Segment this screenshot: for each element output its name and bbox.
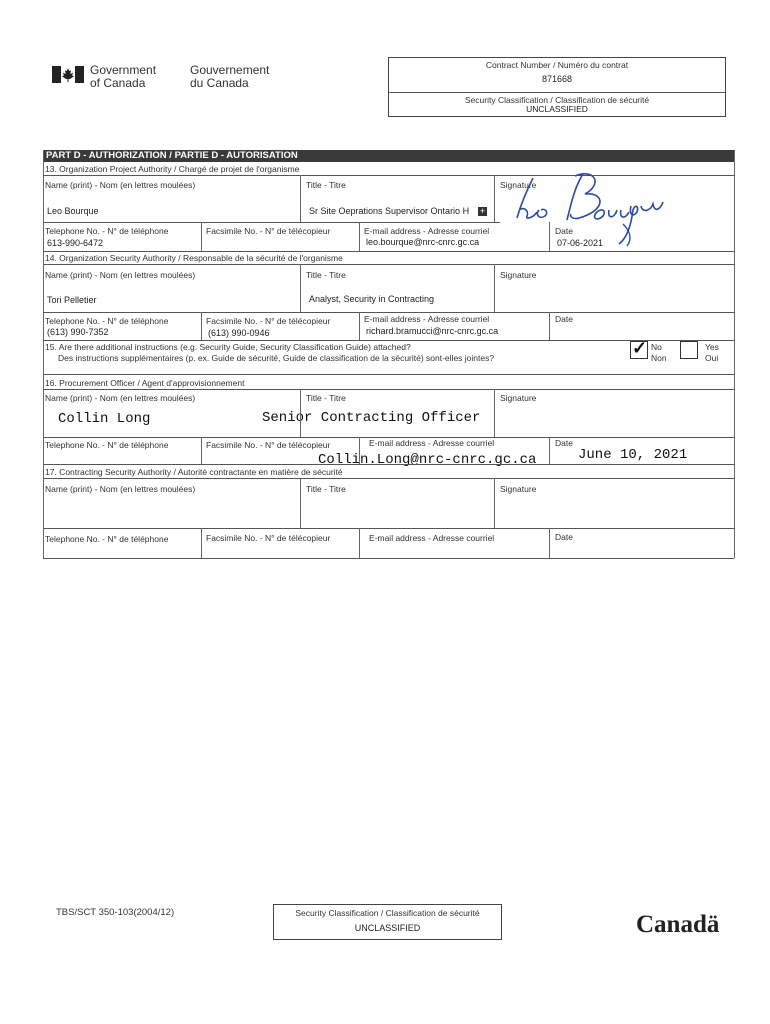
- s14-name-label: Name (print) - Nom (en lettres moulées): [45, 270, 196, 280]
- contract-number-label: Contract Number / Numéro du contrat: [485, 60, 629, 70]
- s17-name-label: Name (print) - Nom (en lettres moulées): [45, 484, 196, 494]
- s17-heading: 17. Contracting Security Authority / Autorité contractante en matière de sécurité: [45, 467, 343, 477]
- s14-facsimile-label: Facsimile No. - N° de télécopieur: [206, 316, 331, 326]
- footer-security-value: UNCLASSIFIED: [354, 923, 421, 933]
- s16-facsimile-label: Facsimile No. - N° de télécopieur: [206, 440, 331, 450]
- security-classification-value: UNCLASSIFIED: [526, 104, 588, 114]
- contract-number: 871668: [541, 74, 573, 84]
- plus-icon: +: [479, 206, 486, 216]
- contract-box: [388, 57, 726, 117]
- gov-en-line2: of Canada: [90, 76, 146, 90]
- form-number: TBS/SCT 350-103(2004/12): [56, 907, 175, 918]
- gov-fr-line1: Gouvernement: [190, 63, 270, 77]
- s14-date-label: Date: [555, 314, 573, 324]
- footer-security-label: Security Classification / Classification de sécurité: [295, 908, 480, 918]
- gov-fr-line2: du Canada: [190, 76, 249, 90]
- s17-email-label: E-mail address - Adresse courriel: [369, 533, 495, 543]
- s14-signature-label: Signature: [500, 270, 537, 280]
- s16-name-label: Name (print) - Nom (en lettres moulées): [45, 393, 196, 403]
- s16-title: Senior Contracting Officer: [262, 410, 481, 426]
- part-d-title-bar: [43, 150, 734, 162]
- s13-date: 07-06-2021: [557, 238, 604, 248]
- s16-email: Collin.Long@nrc-cnrc.gc.ca: [318, 452, 537, 468]
- s14-title-label: Title - Titre: [306, 270, 346, 280]
- s17-facsimile-label: Facsimile No. - N° de télécopieur: [206, 533, 331, 543]
- s13-email: leo.bourque@nrc-cnrc.gc.ca: [366, 237, 480, 247]
- s14-telephone-label: Telephone No. - N° de téléphone: [45, 316, 169, 326]
- s16-email-label: E-mail address - Adresse courriel: [369, 438, 495, 448]
- yes-label-fr: Oui: [705, 353, 719, 363]
- no-label-fr: Non: [651, 353, 667, 363]
- s14-title: Analyst, Security in Contracting: [309, 294, 435, 304]
- s14-telephone: (613) 990-7352: [47, 327, 109, 337]
- s13-email-label: E-mail address - Adresse courriel: [364, 226, 490, 236]
- s15-question-en: 15. Are there additional instructions (e.g. Security Guide, Security Classification Guide) attached?: [45, 342, 411, 352]
- s16-date: June 10, 2021: [578, 447, 688, 463]
- canada-flag-logo: [52, 66, 84, 83]
- s16-title-label: Title - Titre: [306, 393, 346, 403]
- footer-security-box: [273, 904, 502, 940]
- s13-facsimile-label: Facsimile No. - N° de télécopieur: [206, 226, 331, 236]
- s13-signature: [505, 166, 665, 248]
- s13-date-label: Date: [555, 226, 573, 236]
- gov-en-line1: Government: [90, 63, 157, 77]
- s17-title-label: Title - Titre: [306, 484, 346, 494]
- s14-facsimile: (613) 990-0946: [208, 328, 270, 338]
- s17-date-label: Date: [555, 532, 573, 542]
- checkmark-icon: ✓: [632, 338, 648, 358]
- s14-email: richard.bramucci@nrc-cnrc.gc.ca: [366, 326, 499, 336]
- s13-heading: 13. Organization Project Authority / Chargé de projet de l'organisme: [45, 164, 300, 174]
- s15-question-fr: Des instructions supplémentaires (p. ex. Guide de sécurité, Guide de classification de la sécurité) sont-elles jointes?: [58, 353, 495, 363]
- yes-label-en: Yes: [705, 342, 719, 352]
- s13-title: Sr Site Oeprations Supervisor Ontario H: [309, 206, 470, 216]
- security-classification-label: Security Classification / Classification de sécurité: [464, 95, 650, 105]
- s16-heading: 16. Procurement Officer / Agent d'approvisionnement: [45, 378, 245, 388]
- canada-wordmark: Canadä: [636, 911, 720, 938]
- no-label-en: No: [651, 342, 662, 352]
- s16-name: Collin Long: [58, 411, 151, 427]
- s13-title-label: Title - Titre: [306, 180, 346, 190]
- s14-name: Tori Pelletier: [47, 295, 97, 305]
- no-checkbox[interactable]: [630, 338, 648, 359]
- s13-name-label: Name (print) - Nom (en lettres moulées): [45, 180, 196, 190]
- s16-telephone-label: Telephone No. - N° de téléphone: [45, 440, 169, 450]
- s14-email-label: E-mail address - Adresse courriel: [364, 314, 490, 324]
- s13-telephone: 613-990-6472: [47, 238, 104, 248]
- s17-signature-label: Signature: [500, 484, 537, 494]
- s13-name: Leo Bourque: [47, 206, 99, 216]
- s17-telephone-label: Telephone No. - N° de téléphone: [45, 534, 169, 544]
- s14-heading: 14. Organization Security Authority / Responsable de la sécurité de l'organisme: [45, 253, 343, 263]
- part-d-title: PART D - AUTHORIZATION / PARTIE D - AUTORISATION: [46, 150, 298, 161]
- s16-date-label: Date: [555, 438, 573, 448]
- yes-checkbox[interactable]: [680, 341, 698, 359]
- s13-telephone-label: Telephone No. - N° de téléphone: [45, 226, 169, 236]
- s16-signature-label: Signature: [500, 393, 537, 403]
- s13-signature-label: Signature: [500, 180, 537, 190]
